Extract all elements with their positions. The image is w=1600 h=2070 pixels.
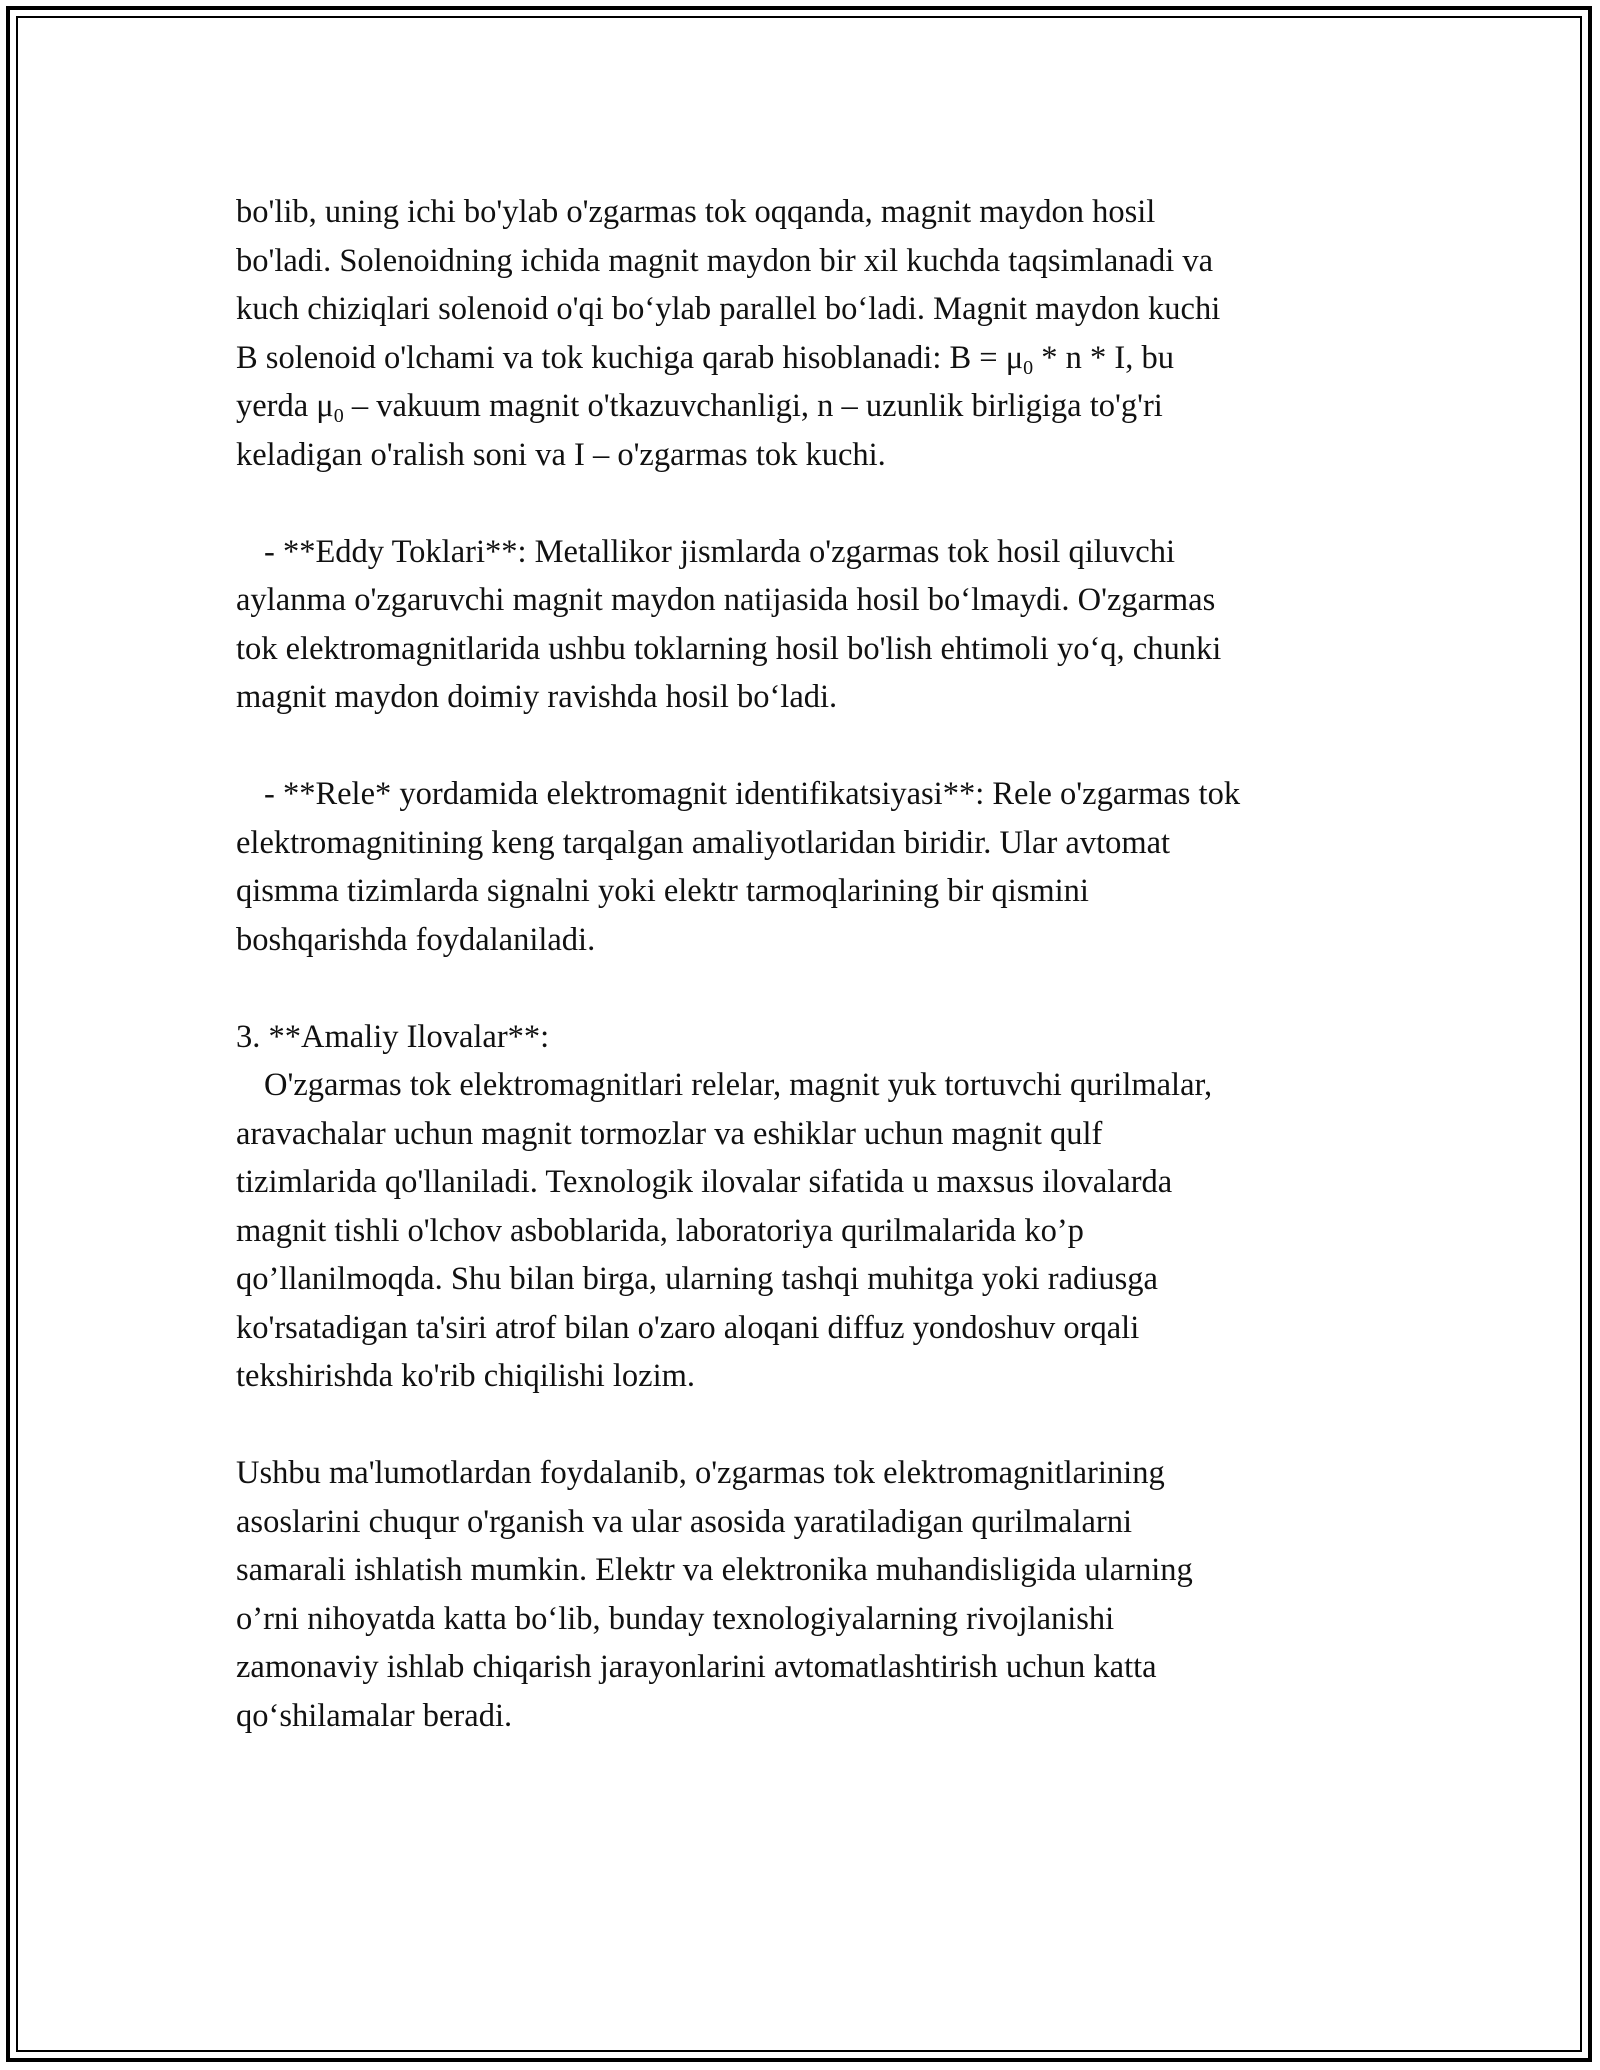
text-line <box>236 334 1396 383</box>
text-line <box>236 1061 1396 1110</box>
text-span: yerda μ <box>236 388 334 424</box>
text-line: kuch chiziqlari solenoid o'qi bo‘ylab parallel bo‘ladi. Magnit maydon kuchi <box>236 291 1221 327</box>
paragraph-conclusion <box>236 1449 1396 1740</box>
paragraph-eddy-currents <box>236 528 1396 722</box>
text-line: qismma tizimlarda signalni yoki elektr tarmoqlarining bir qismini <box>236 873 1089 909</box>
text-span: B solenoid o'lchami va tok kuchiga qarab hisoblanadi: B = μ <box>236 339 1024 376</box>
text-line: boshqarishda foydalaniladi. <box>236 921 596 958</box>
subscript: 0 <box>333 405 344 427</box>
text-line: aylanma o'zgaruvchi magnit maydon natijasida hosil bo‘lmaydi. O'zgarmas <box>236 582 1216 618</box>
text-line: qo‘shilamalar beradi. <box>236 1697 513 1734</box>
paragraph-gap <box>236 479 1396 528</box>
text-span: – vakuum magnit o'tkazuvchanligi, n – uzunlik birligiga to'g'ri <box>343 388 1163 424</box>
document-body <box>236 188 1396 1740</box>
section-heading: 3. **Amaliy Ilovalar**: <box>236 1018 550 1055</box>
text-line: tizimlarida qo'llaniladi. Texnologik ilovalar sifatida u maxsus ilovalarda <box>236 1164 1173 1200</box>
text-line: keladigan o'ralish soni va I – o'zgarmas tok kuchi. <box>236 436 886 473</box>
text-line: elektromagnitining keng tarqalgan amaliyotlaridan biridir. Ular avtomat <box>236 824 1171 861</box>
subscript: 0 <box>1023 356 1034 379</box>
text-line: aravachalar uchun magnit tormozlar va eshiklar uchun magnit qulf <box>236 1115 1103 1152</box>
text-line <box>236 528 1396 577</box>
paragraph-gap <box>236 1401 1396 1450</box>
text-line: tok elektromagnitlarida ushbu toklarning hosil bo'lish ehtimoli yo‘q, chunki <box>236 630 1222 667</box>
paragraph-solenoid <box>236 188 1396 479</box>
text-line: asoslarini chuqur o'rganish va ular asosida yaratiladigan qurilmalarni <box>236 1503 1133 1540</box>
text-line: bo'lib, uning ichi bo'ylab o'zgarmas tok oqqanda, magnit maydon hosil <box>236 194 1156 230</box>
text-line: Ushbu ma'lumotlardan foydalanib, o'zgarmas tok elektromagnitlarining <box>236 1455 1165 1491</box>
paragraph-gap <box>236 964 1396 1013</box>
text-line: samarali ishlatish mumkin. Elektr va elektronika muhandisligida ularning <box>236 1552 1193 1588</box>
text-span: - **Eddy Toklari**: Metallikor jismlarda o'zgarmas tok hosil qiluvchi <box>264 533 1176 570</box>
paragraph-applications <box>236 1013 1396 1401</box>
text-line: qo’llanilmoqda. Shu bilan birga, ularning tashqi muhitga yoki radiusga <box>236 1261 1158 1297</box>
text-span: O'zgarmas tok elektromagnitlari relelar, magnit yuk tortuvchi qurilmalar, <box>264 1067 1213 1103</box>
text-line <box>236 770 1396 819</box>
text-line: bo'ladi. Solenoidning ichida magnit maydon bir xil kuchda taqsimlanadi va <box>236 242 1214 279</box>
text-span: - **Rele* yordamida elektromagnit identifikatsiyasi**: Rele o'zgarmas tok <box>264 776 1241 812</box>
text-line: zamonaviy ishlab chiqarish jarayonlarini avtomatlashtirish uchun katta <box>236 1649 1157 1685</box>
text-line: tekshirishda ko'rib chiqilishi lozim. <box>236 1358 695 1394</box>
text-span: * n * I, bu <box>1033 339 1174 376</box>
text-line: ko'rsatadigan ta'siri atrof bilan o'zaro aloqani diffuz yondoshuv orqali <box>236 1309 1140 1346</box>
paragraph-relay <box>236 770 1396 964</box>
text-line: o’rni nihoyatda katta bo‘lib, bunday texnologiyalarning rivojlanishi <box>236 1600 1115 1637</box>
paragraph-gap <box>236 722 1396 771</box>
text-line: magnit maydon doimiy ravishda hosil bo‘ladi. <box>236 679 838 715</box>
text-line <box>236 382 1396 431</box>
text-line: magnit tishli o'lchov asboblarida, laboratoriya qurilmalarida ko’p <box>236 1212 1084 1249</box>
